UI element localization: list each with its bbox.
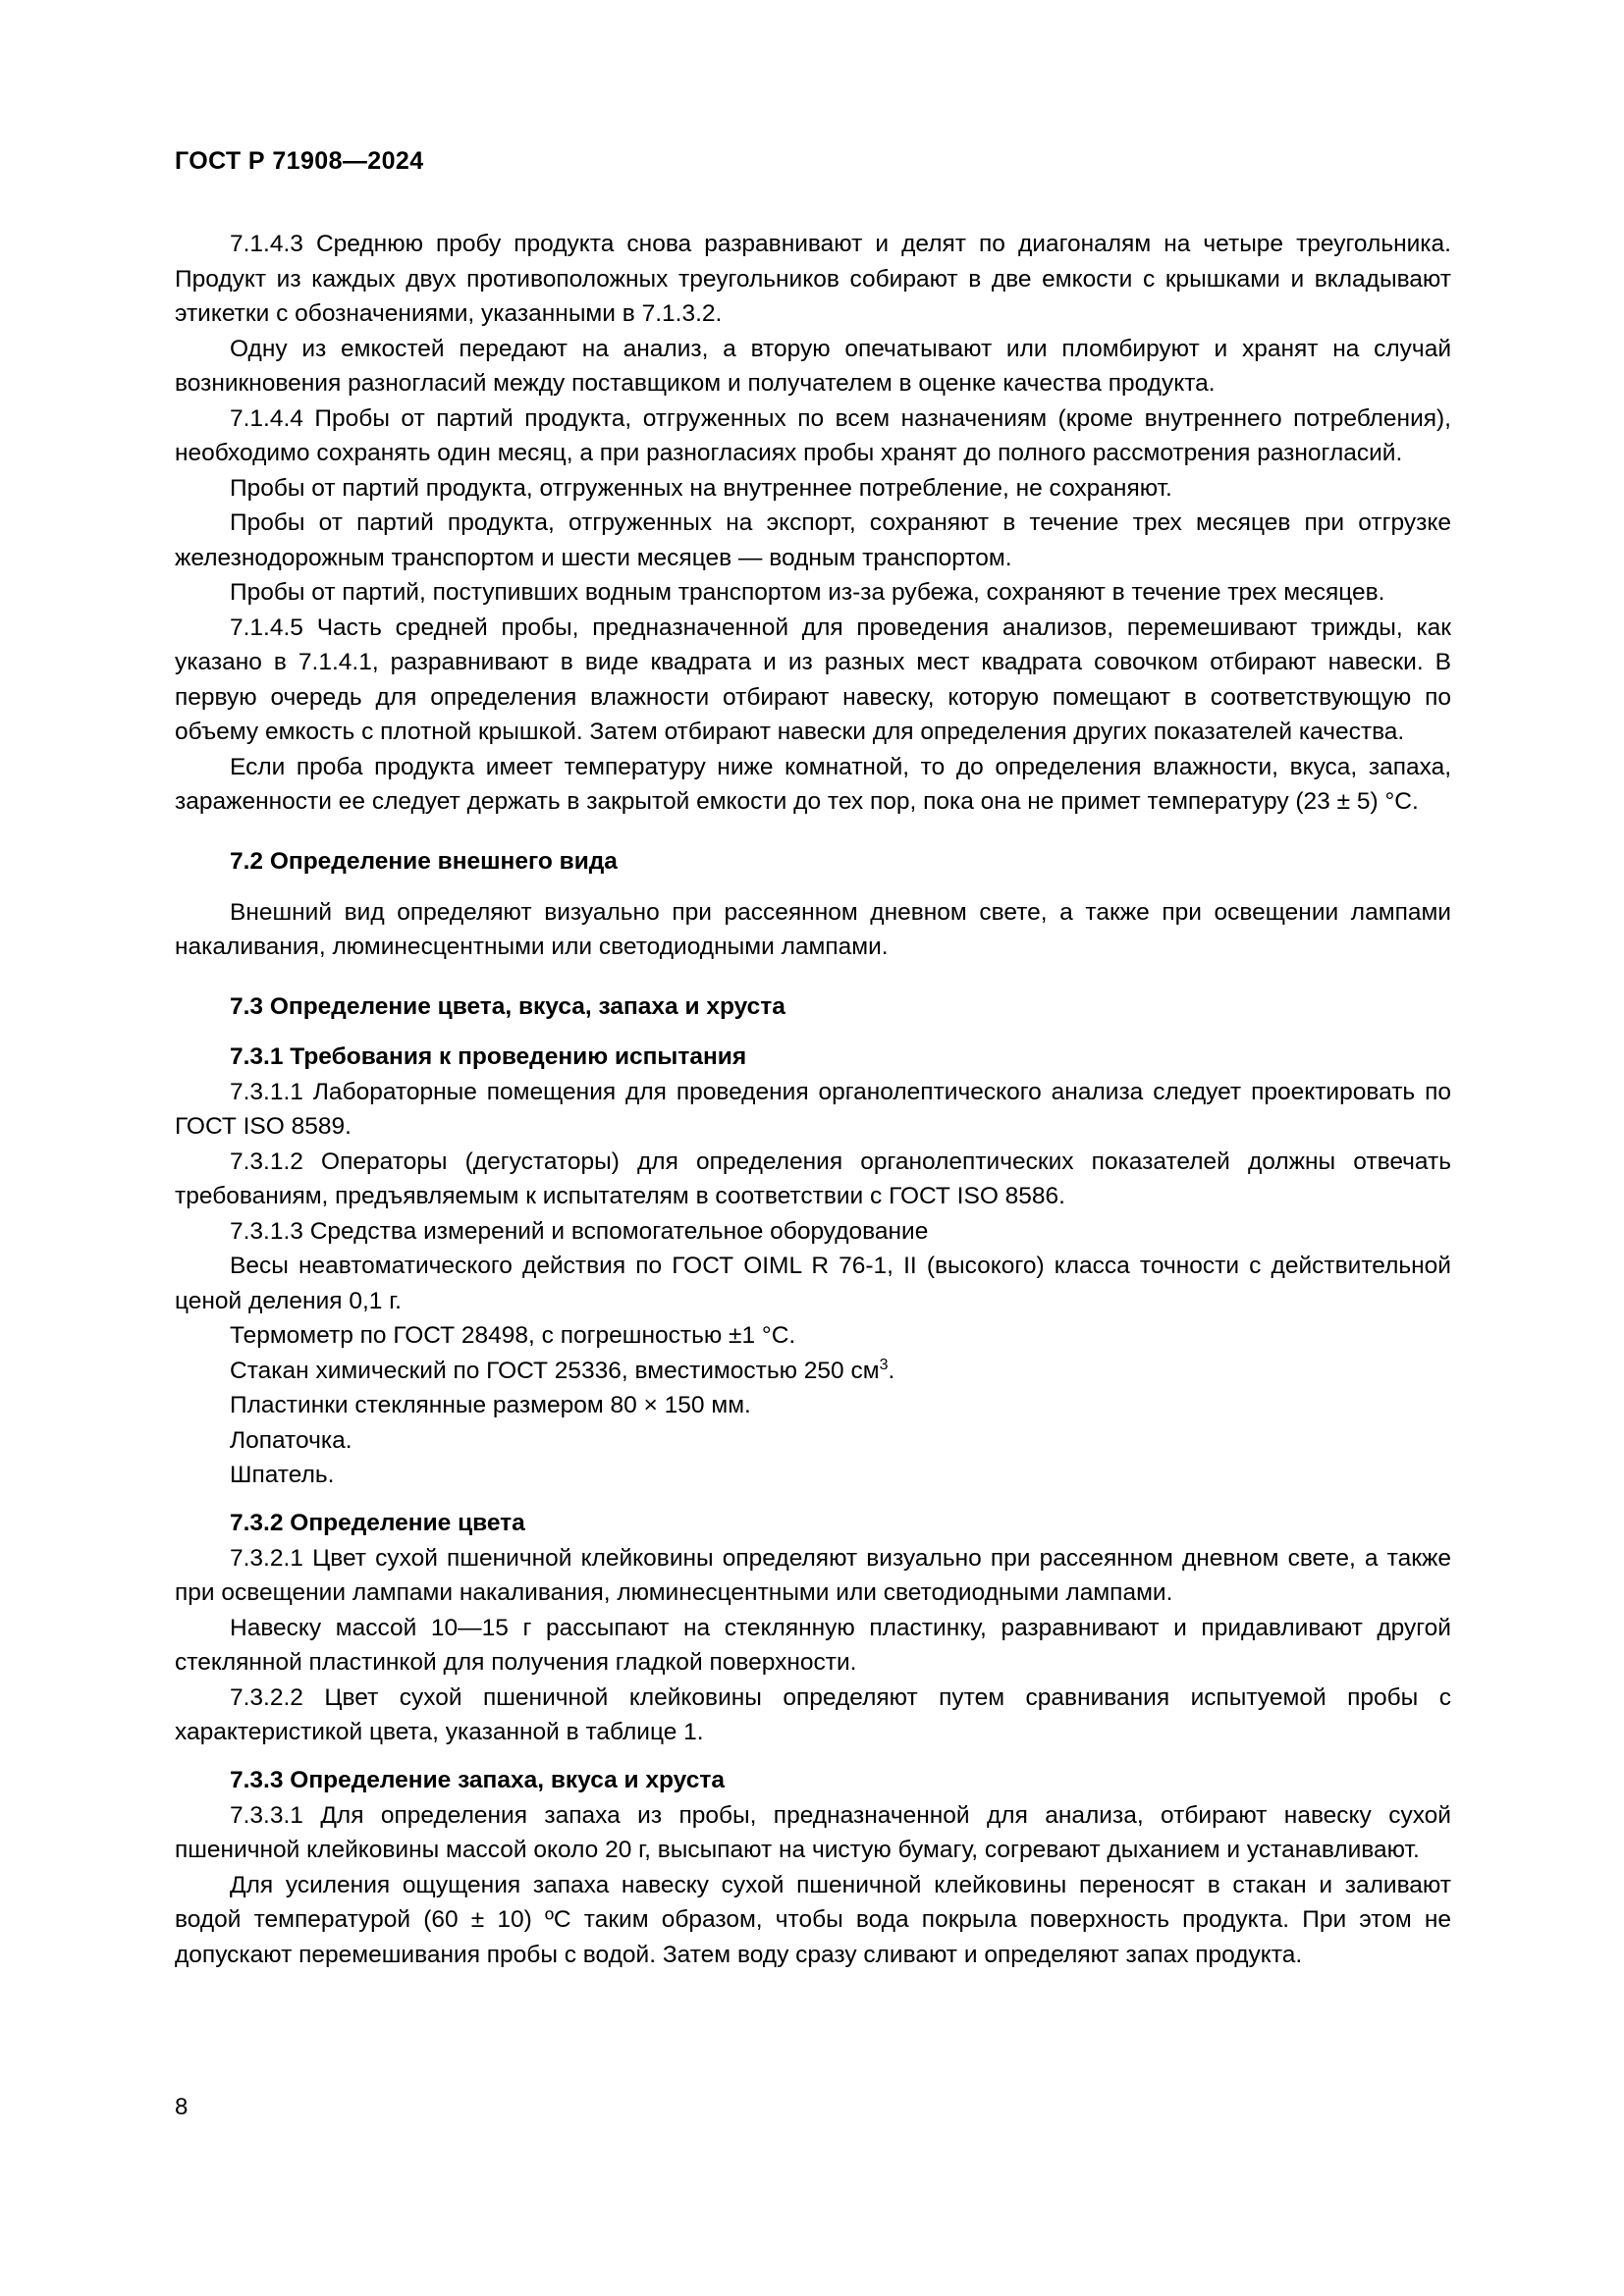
heading-7-3-1: 7.3.1 Требования к проведению испытания (230, 1042, 747, 1070)
paragraph-7-1-4-3: 7.1.4.3 Среднюю пробу продукта снова разравнивают и делят по диагоналям на четыре треугольника. Продукт из каждых двух противоположных треугольников собирают в две емкости с крышками и вкладывают этикетки с обозначениями, указанными в 7.1.3.2. (175, 231, 1451, 327)
paragraph-temperature-condition: Если проба продукта имеет температуру ниже комнатной, то до определения влажности, вкуса, запаха, зараженности ее следует держать в закрытой емкости до тех пор, пока она не примет температуру (23 ± 5) °C. (175, 753, 1451, 815)
heading-7-3-2: 7.3.2 Определение цвета (230, 1509, 525, 1536)
paragraph-7-3-1-2: 7.3.1.2 Операторы (дегустаторы) для определения органолептических показателей должны отвечать требованиям, предъявляемым к испытателям в соответствии с ГОСТ ISO 8586. (175, 1148, 1451, 1209)
paragraph-export-storage: Пробы от партий продукта, отгруженных на экспорт, сохраняют в течение трех месяцев при отгрузке железнодорожным транспортом и шести месяцев — водным транспортом. (175, 509, 1451, 571)
heading-7-3-3: 7.3.3 Определение запаха, вкуса и хруста (230, 1766, 725, 1793)
paragraph-7-3-1-3: 7.3.1.3 Средства измерений и вспомогательное оборудование (230, 1217, 929, 1245)
document-standard-header: ГОСТ Р 71908—2024 (175, 147, 424, 175)
paragraph-scales: Весы неавтоматического действия по ГОСТ OIML R 76-1, II (высокого) класса точности с действительной ценой деления 0,1 г. (175, 1253, 1451, 1314)
paragraph-7-3-2-2: 7.3.2.2 Цвет сухой пшеничной клейковины определяют путем сравнивания испытуемой пробы с характеристикой цвета, указанной в таблице 1. (175, 1683, 1451, 1745)
paragraph-thermometer: Термометр по ГОСТ 28498, с погрешностью ±1 °C. (230, 1322, 796, 1349)
page-content (175, 147, 1451, 1972)
beaker-superscript: 3 (879, 1356, 889, 1373)
heading-7-3: 7.3 Определение цвета, вкуса, запаха и хруста (230, 992, 785, 1020)
heading-7-2: 7.2 Определение внешнего вида (230, 847, 618, 875)
paragraph-sample-spread: Навеску массой 10—15 г рассыпают на стеклянную пластинку, разравнивают и придавливают другой стеклянной пластинкой для получения гладкой поверхности. (175, 1614, 1451, 1676)
paragraph-water-transport: Пробы от партий, поступивших водным транспортом из-за рубежа, сохраняют в течение трех месяцев. (230, 579, 1385, 606)
paragraph-7-3-2-1: 7.3.2.1 Цвет сухой пшеничной клейковины определяют визуально при рассеянном дневном свете, а также при освещении лампами накаливания, люминесцентными или светодиодными лампами. (175, 1544, 1451, 1606)
paragraph-sample-transfer: Одну из емкостей передают на анализ, а вторую опечатывают или пломбируют и хранят на случай возникновения разногласий между поставщиком и получателем в оценке качества продукта. (175, 335, 1451, 397)
paragraph-appearance: Внешний вид определяют визуально при рассеянном дневном свете, а также при освещении лампами накаливания, люминесцентными или светодиодными лампами. (175, 898, 1451, 960)
beaker-text-after: . (888, 1357, 895, 1384)
paragraph-7-1-4-4: 7.1.4.4 Пробы от партий продукта, отгруженных по всем назначениям (кроме внутреннего потребления), необходимо сохранять один месяц, а при разногласиях пробы хранят до полного рассмотрения разногласий. (175, 404, 1451, 466)
paragraph-spatula-small: Лопаточка. (230, 1426, 352, 1454)
paragraph-internal-consumption: Пробы от партий продукта, отгруженных на внутреннее потребление, не сохраняют. (230, 474, 1172, 502)
paragraph-spatula: Шпатель. (230, 1462, 335, 1488)
paragraph-7-3-3-1: 7.3.3.1 Для определения запаха из пробы, предназначенной для анализа, отбирают навеску сухой пшеничной клейковины массой около 20 г, высыпают на чистую бумагу, согревают дыханием и устанавливают. (175, 1801, 1451, 1863)
page-number: 8 (175, 2094, 189, 2120)
beaker-text-before: Стакан химический по ГОСТ 25336, вместимостью 250 см (230, 1357, 880, 1384)
paragraph-odor-enhancement: Для усиления ощущения запаха навеску сухой пшеничной клейковины переносят в стакан и заливают водой температурой (60 ± 10) ºC таким образом, чтобы вода покрыла поверхность продукта. При этом не допускают перемешивания пробы с водой. Затем воду сразу сливают и определяют запах продукта. (175, 1871, 1451, 1968)
paragraph-glass-plates: Пластинки стеклянные размером 80 × 150 мм. (230, 1392, 751, 1418)
document-body (175, 227, 1451, 1972)
paragraph-7-3-1-1: 7.3.1.1 Лабораторные помещения для проведения органолептического анализа следует проектировать по ГОСТ ISO 8589. (175, 1078, 1451, 1140)
paragraph-beaker (175, 1354, 1451, 1389)
paragraph-7-1-4-5: 7.1.4.5 Часть средней пробы, предназначенной для проведения анализов, перемешивают трижды, как указано в 7.1.4.1, разравнивают в виде квадрата и из разных мест квадрата совочком отбирают навески. В первую очередь для определения влажности отбирают навеску, которую помещают в соответствующую по объему емкость с плотной крышкой. Затем отбирают навески для определения других показателей качества. (175, 614, 1451, 745)
